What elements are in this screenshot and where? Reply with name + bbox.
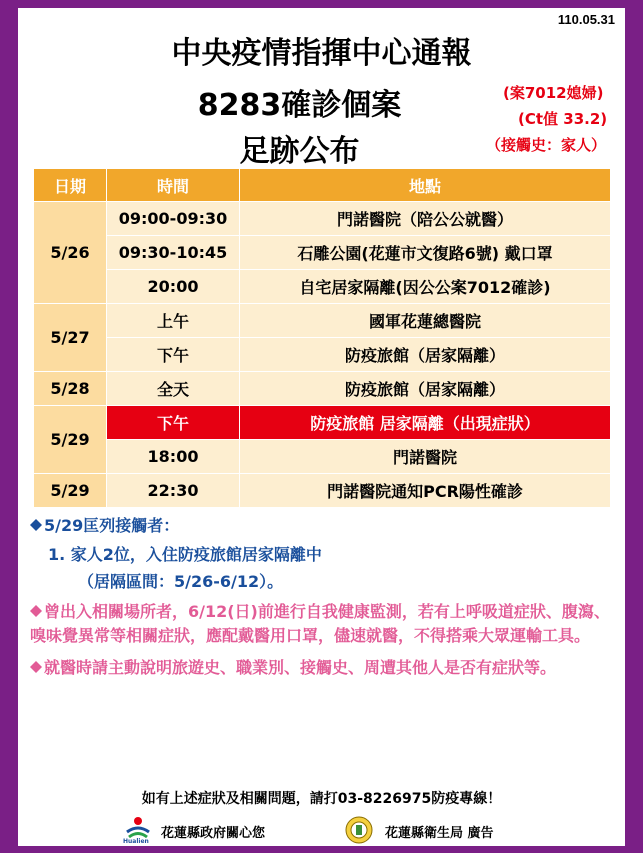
header-date: 日期 (34, 169, 107, 202)
header-time: 時間 (107, 169, 240, 202)
county-government-text: 花蓮縣政府關心您 (161, 826, 266, 841)
contacts-heading: 5/29匡列接觸者： (30, 513, 620, 536)
place-cell: 石雕公園(花蓮市文復路6號) 戴口罩 (240, 236, 611, 270)
poster (18, 8, 625, 846)
time-cell: 09:30-10:45 (107, 236, 240, 270)
footer-logos (123, 816, 543, 844)
ct-note: (Ct值 33.2) (518, 110, 608, 128)
place-cell: 門諾醫院（陪公公就醫） (240, 202, 611, 236)
date-cell: 5/27 (34, 304, 107, 372)
time-cell: 20:00 (107, 270, 240, 304)
contact-note: （接觸史：家人） (486, 136, 607, 154)
title-line-3: 足跡公布 (239, 134, 360, 169)
place-cell: 門諾醫院 (240, 440, 611, 474)
date-cell: 5/29 (34, 406, 107, 474)
contact-item: 1. 家人2位，入住防疫旅館居家隔離中 (48, 545, 322, 564)
time-cell: 全天 (107, 372, 240, 406)
contact-item-period: （居隔區間：5/26-6/12）。 (78, 572, 284, 591)
place-cell: 防疫旅館 居家隔離（出現症狀） (240, 406, 611, 440)
time-cell: 下午 (107, 338, 240, 372)
time-cell: 下午 (107, 406, 240, 440)
table-header-row (34, 169, 611, 202)
table-row-alert (34, 406, 611, 440)
health-bureau-text: 花蓮縣衛生局 廣告 (385, 826, 494, 841)
table-row (34, 202, 611, 236)
pink-diamond-icon (30, 656, 42, 668)
time-cell: 09:00-09:30 (107, 202, 240, 236)
advice-1: 曾出入相關場所者，6/12(日)前進行自我健康監測，若有上呼吸道症狀、腹瀉、嗅味覺異常等相關症狀，應配戴醫用口罩，儘速就醫，不得搭乘大眾運輸工具。 (30, 602, 610, 645)
table-row (34, 372, 611, 406)
title-line-1: 中央疫情指揮中心通報 (171, 36, 472, 71)
hualien-logo-text: Hualien (123, 838, 149, 845)
date-cell: 5/28 (34, 372, 107, 406)
pink-diamond-icon (30, 600, 42, 612)
title-line-2: 8283確診個案 (197, 88, 402, 123)
time-cell: 22:30 (107, 474, 240, 508)
blue-diamond-icon (30, 516, 42, 528)
place-cell: 防疫旅館（居家隔離） (240, 338, 611, 372)
place-cell: 國軍花蓮總醫院 (240, 304, 611, 338)
table-row (34, 440, 611, 474)
footprint-table (33, 168, 611, 508)
hualien-logo-icon (123, 816, 153, 844)
place-cell: 門諾醫院通知PCR陽性確診 (240, 474, 611, 508)
case-note: (案7012媳婦) (503, 84, 604, 102)
place-cell: 防疫旅館（居家隔離） (240, 372, 611, 406)
bulletin-date: 110.05.31 (557, 12, 615, 27)
date-cell: 5/29 (34, 474, 107, 508)
date-cell: 5/26 (34, 202, 107, 304)
advice-2: 就醫時請主動說明旅遊史、職業別、接觸史、周遭其他人是否有症狀等。 (30, 656, 620, 680)
hotline-text: 如有上述症狀及相關問題，請打03-8226975防疫專線！ (141, 791, 502, 807)
table-row (34, 474, 611, 508)
time-cell: 上午 (107, 304, 240, 338)
notice-section (30, 513, 620, 680)
header-place: 地點 (240, 169, 611, 202)
table-row (34, 338, 611, 372)
health-bureau-emblem-icon (345, 816, 373, 844)
table-row (34, 304, 611, 338)
place-cell: 自宅居家隔離(因公公案7012確診) (240, 270, 611, 304)
table-row (34, 270, 611, 304)
time-cell: 18:00 (107, 440, 240, 474)
table-row (34, 236, 611, 270)
